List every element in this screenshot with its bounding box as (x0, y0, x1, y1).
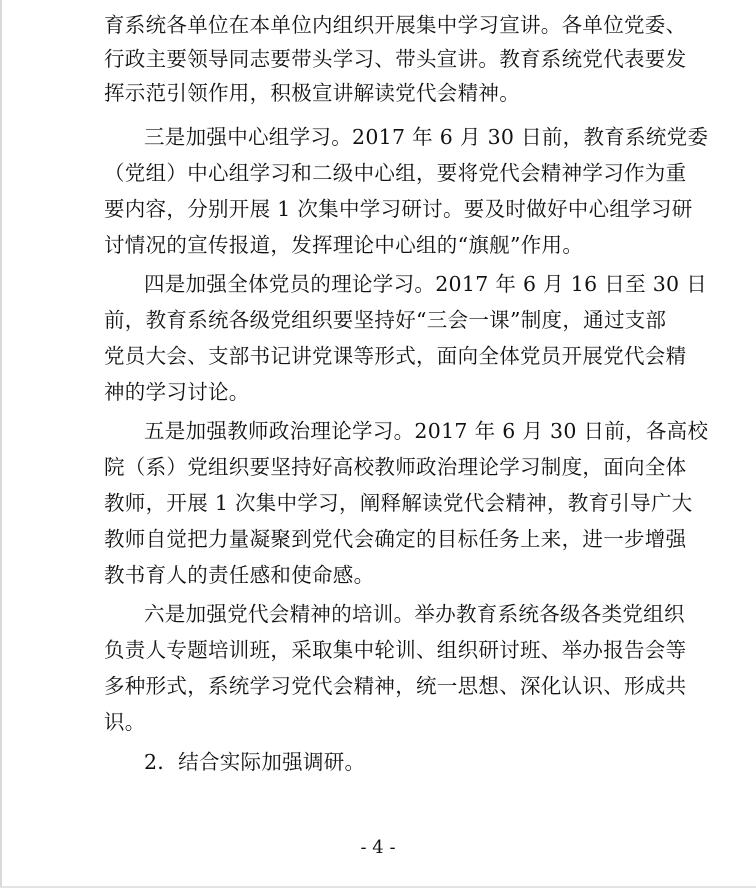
text-line: 院（系）党组织要坚持好高校教师政治理论学习制度，面向全体 (104, 455, 687, 479)
text-line: 行政主要领导同志要带头学习、带头宣讲。教育系统党代表要发 (104, 47, 687, 71)
text-line: （党组）中心组学习和二级中心组，要将党代会精神学习作为重 (104, 161, 687, 185)
text-line: 讨情况的宣传报道，发挥理论中心组的“旗舰”作用。 (104, 233, 584, 257)
page-left-edge (0, 0, 2, 888)
text-line: 教书育人的责任感和使命感。 (104, 563, 375, 587)
section-heading: 2．结合实际加强调研。 (144, 750, 366, 774)
text-line: 挥示范引领作用，积极宣讲解读党代会精神。 (104, 81, 520, 105)
text-line: 教师自觉把力量凝聚到党代会确定的目标任务上来，进一步增强 (104, 527, 687, 551)
text-line: 多种形式，系统学习党代会精神，统一思想、深化认识、形成共 (104, 674, 687, 698)
text-line: 前，教育系统各级党组织要坚持好“三会一课”制度，通过支部 (104, 308, 667, 332)
text-line: 要内容，分别开展 1 次集中学习研讨。要及时做好中心组学习研 (104, 197, 693, 221)
paragraph-first-line: 四是加强全体党员的理论学习。2017 年 6 月 16 日至 30 日 (144, 272, 707, 296)
paragraph-first-line: 三是加强中心组学习。2017 年 6 月 30 日前，教育系统党委 (144, 125, 709, 149)
text-line: 教师，开展 1 次集中学习，阐释解读党代会精神，教育引导广大 (104, 491, 693, 515)
paragraph-first-line: 六是加强党代会精神的培训。举办教育系统各级各类党组织 (144, 602, 685, 626)
text-line: 识。 (104, 710, 146, 734)
page-number: - 4 - (360, 837, 396, 858)
text-line: 育系统各单位在本单位内组织开展集中学习宣讲。各单位党委、 (104, 13, 687, 37)
paragraph-first-line: 五是加强教师政治理论学习。2017 年 6 月 30 日前，各高校 (144, 419, 709, 443)
text-line: 神的学习讨论。 (104, 380, 250, 404)
text-line: 党员大会、支部书记讲党课等形式，面向全体党员开展党代会精 (104, 344, 687, 368)
text-line: 负责人专题培训班，采取集中轮训、组织研讨班、举办报告会等 (104, 638, 687, 662)
